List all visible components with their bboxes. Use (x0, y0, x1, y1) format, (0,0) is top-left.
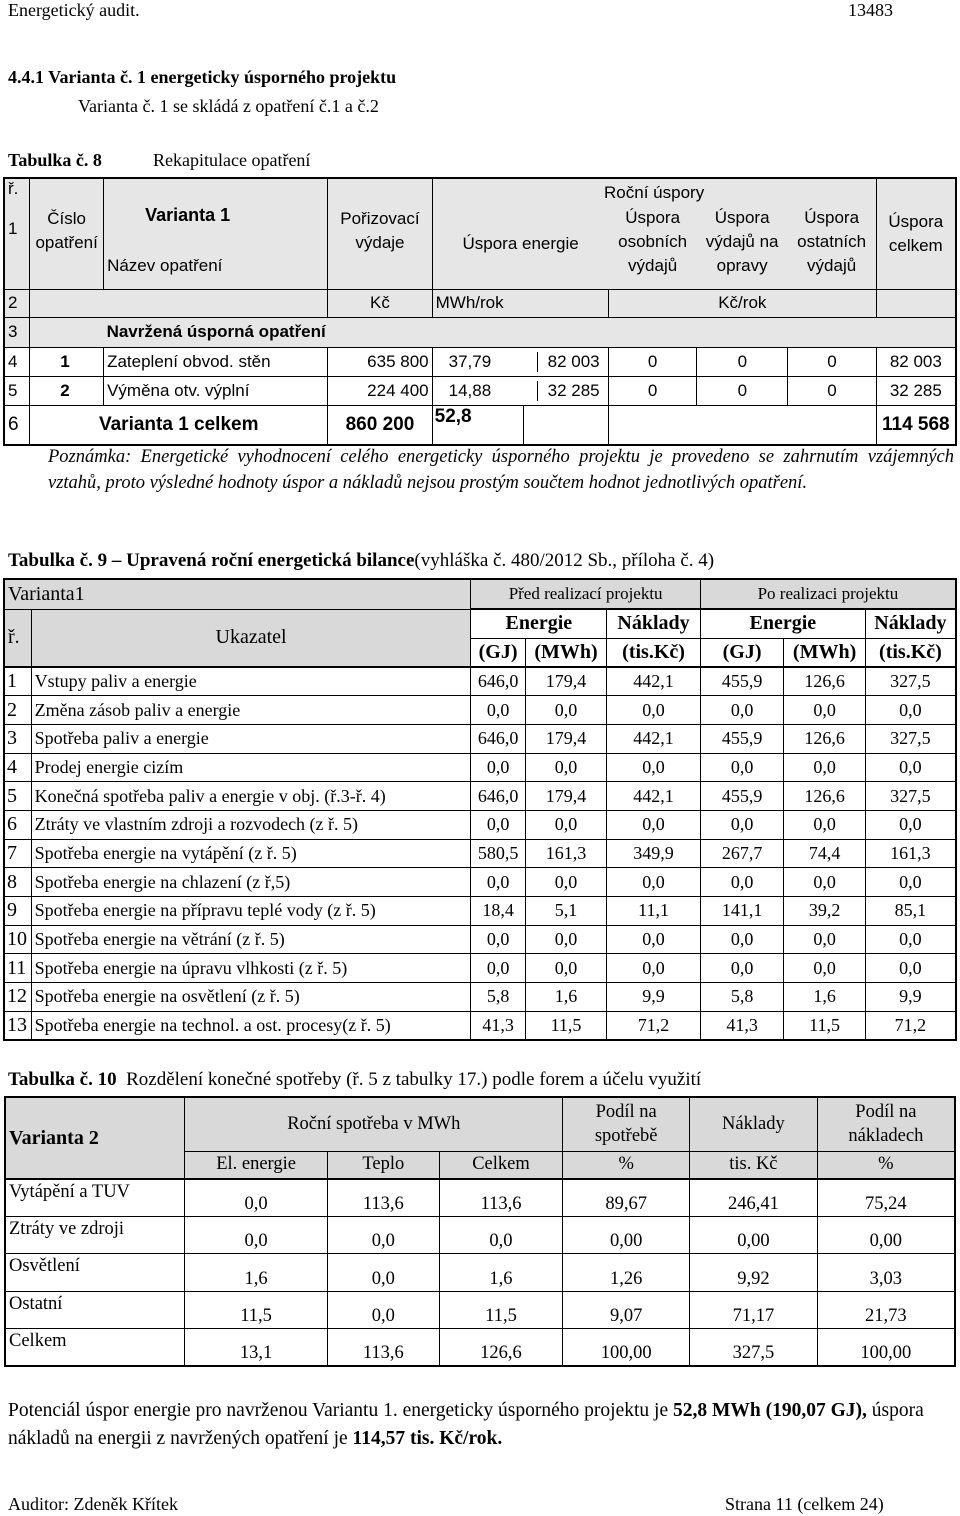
t9-row-value: 0,0 (607, 954, 701, 983)
t10-row-value: 0,00 (563, 1216, 690, 1253)
t9-row-value: 0,0 (784, 954, 866, 983)
t9-row (4, 724, 956, 753)
t10-row-value: 1,6 (185, 1254, 328, 1291)
t9-row-number: 13 (4, 1011, 31, 1040)
t8-measure-total: 32 285 (876, 376, 956, 405)
t8-h-rocni (432, 178, 876, 289)
t9-row-number: 3 (4, 724, 31, 753)
t10-row-value: 9,92 (690, 1254, 818, 1291)
t9-row-value: 646,0 (471, 782, 525, 811)
t9-row-value: 11,1 (607, 897, 701, 926)
t10-row-value: 21,73 (817, 1291, 955, 1328)
t10-h-teplo: Teplo (327, 1151, 439, 1179)
t10-h-tis: tis. Kč (690, 1151, 818, 1179)
t9-row-value: 0,0 (525, 954, 607, 983)
recap-table (3, 177, 957, 446)
header-title: Energetický audit. (8, 0, 140, 20)
t9-row-label: Ztráty ve vlastním zdroji a rozvodech (z ř. 5) (31, 810, 471, 839)
t9-unit-tis: (tis.Kč) (865, 638, 956, 667)
t8-measure-cost: 224 400 (328, 376, 432, 405)
t9-row-value: 41,3 (700, 1011, 784, 1040)
t9-row (4, 667, 956, 696)
t8-h-cislo-label: Číslo (47, 209, 87, 228)
t8-h-cislo (30, 178, 104, 289)
t9-row-value: 179,4 (525, 667, 607, 696)
t9-row (4, 696, 956, 725)
t9-row-value: 0,0 (471, 810, 525, 839)
t9-row-value: 161,3 (865, 839, 956, 868)
t9-row-value: 0,0 (525, 696, 607, 725)
t9-row-value: 71,2 (607, 1011, 701, 1040)
t8-h-varianta (104, 178, 328, 289)
t9-row-value: 9,9 (865, 983, 956, 1012)
t9-row-value: 0,0 (525, 810, 607, 839)
t8-rownum-6: 6 (4, 405, 30, 445)
t10-row-value: 75,24 (817, 1179, 955, 1216)
t10-row-value: 1,6 (439, 1254, 563, 1291)
t9-body (4, 667, 956, 1040)
t9-row (4, 839, 956, 868)
t9-row-value: 74,4 (784, 839, 866, 868)
t9-row-value: 179,4 (525, 782, 607, 811)
t9-row-value: 18,4 (471, 897, 525, 926)
t9-h-energie-after: Energie (700, 609, 865, 638)
t10-row-value: 11,5 (439, 1291, 563, 1328)
t9-row-number: 9 (4, 897, 31, 926)
t9-row-value: 0,0 (607, 810, 701, 839)
t8-measure-mwh: 14,88 (448, 380, 492, 400)
t10-variant-label: Varianta 2 (5, 1097, 185, 1179)
section-title: 4.4.1 Varianta č. 1 energeticky úsporného projektu (8, 67, 397, 87)
t9-row-value: 1,6 (784, 983, 866, 1012)
t8-total-sum: 114 568 (876, 405, 956, 445)
t8-measure-mwh: 37,79 (448, 351, 492, 371)
summary-part1: Potenciál úspor energie pro navrženou Variantu 1. energeticky úsporného projektu je (8, 1400, 673, 1421)
t8-h-rocni-label: Roční úspory (604, 183, 705, 202)
t9-row-label: Spotřeba energie na osvětlení (z ř. 5) (31, 983, 471, 1012)
t10-h-podil-naklady: Podíl na nákladech (817, 1097, 955, 1151)
t9-row (4, 782, 956, 811)
t9-row-value: 0,0 (700, 753, 784, 782)
t8-measure-ost: 0 (788, 347, 876, 376)
t8-h-celkem: Úspora celkem (876, 178, 956, 289)
t9-row-value: 5,8 (471, 983, 525, 1012)
t10-row-value: 1,26 (563, 1254, 690, 1291)
t9-row-value: 0,0 (865, 954, 956, 983)
summary-cost: 114,57 tis. Kč/rok. (352, 1428, 503, 1449)
t9-row-value: 161,3 (525, 839, 607, 868)
t8-measure-os: 0 (609, 347, 697, 376)
footer-author: Auditor: Zdeněk Křítek (8, 1494, 178, 1514)
t10-row-label: Ztráty ve zdroji (5, 1216, 185, 1253)
energy-balance-table (3, 578, 957, 1041)
t8-measure-cost: 635 800 (328, 347, 432, 376)
t10-row-label: Ostatní (5, 1291, 185, 1328)
t9-row-value: 0,0 (865, 868, 956, 897)
t9-row-value: 0,0 (471, 925, 525, 954)
t9-row-number: 10 (4, 925, 31, 954)
t9-row-number: 12 (4, 983, 31, 1012)
t9-caption-bold: Tabulka č. 9 – Upravená roční energetická bilance (8, 550, 415, 571)
t9-row (4, 1011, 956, 1040)
t8-unit-kcrok: Kč/rok (609, 289, 877, 317)
t9-row-number: 1 (4, 667, 31, 696)
t9-row-value: 126,6 (784, 782, 866, 811)
t10-row-label: Vytápění a TUV (5, 1179, 185, 1216)
t10-row-value: 0,00 (817, 1216, 955, 1253)
t10-row-value: 100,00 (817, 1329, 955, 1366)
t9-row-value: 327,5 (865, 782, 956, 811)
t8-total-savings (432, 405, 608, 445)
t9-row-value: 0,0 (700, 868, 784, 897)
t8-h-poriz1: Pořizovací (340, 209, 420, 228)
summary-part2: úspora nákladů na energii z navržených opatření je (8, 1400, 924, 1449)
t9-row-label: Spotřeba paliv a energie (31, 724, 471, 753)
summary-energy: 52,8 MWh (672, 1400, 761, 1421)
t10-row-value: 89,67 (563, 1179, 690, 1216)
t10-caption-text: Rozdělení konečné spotřeby (ř. 5 z tabulky 17.) podle forem a účelu využití (126, 1069, 702, 1090)
t9-row-value: 0,0 (784, 925, 866, 954)
t9-row-value: 0,0 (865, 753, 956, 782)
t8-rownum-5: 5 (4, 376, 30, 405)
t9-caption (8, 550, 714, 572)
t9-row-value: 0,0 (607, 696, 701, 725)
t9-row-value: 0,0 (607, 753, 701, 782)
t9-row-value: 0,0 (784, 868, 866, 897)
t10-row-value: 100,00 (563, 1329, 690, 1366)
t9-variant-label: Varianta1 (4, 579, 471, 609)
t9-row-value: 442,1 (607, 782, 701, 811)
t9-unit-gj: (GJ) (471, 638, 525, 667)
t9-row-number: 7 (4, 839, 31, 868)
t9-row-value: 0,0 (865, 925, 956, 954)
section-subtitle: Varianta č. 1 se skládá z opatření č.1 a č.2 (78, 96, 379, 116)
t10-h-celkem: Celkem (439, 1151, 563, 1179)
t9-row-value: 580,5 (471, 839, 525, 868)
t10-h-pct: % (563, 1151, 690, 1179)
t9-row-value: 0,0 (784, 810, 866, 839)
consumption-split-table (4, 1096, 956, 1367)
t10-row-label: Celkem (5, 1329, 185, 1366)
t10-row-value: 113,6 (327, 1329, 439, 1366)
t9-row-number: 2 (4, 696, 31, 725)
t8-unit-kc: Kč (328, 289, 432, 317)
t9-row-label: Spotřeba energie na větrání (z ř. 5) (31, 925, 471, 954)
t8-measure-op: 0 (697, 347, 788, 376)
t10-row-value: 327,5 (690, 1329, 818, 1366)
t8-measure-total: 82 003 (876, 347, 956, 376)
t10-row-value: 0,0 (327, 1291, 439, 1328)
t8-h-energie: Úspora energie (462, 234, 579, 253)
t9-row-value: 0,0 (471, 753, 525, 782)
t9-row-value: 349,9 (607, 839, 701, 868)
t9-row-value: 327,5 (865, 724, 956, 753)
t9-row-label: Prodej energie cizím (31, 753, 471, 782)
t8-rownum-1: 1 (8, 219, 18, 238)
summary-text (8, 1397, 958, 1453)
t8-h-poriz (328, 178, 432, 289)
t10-row (5, 1216, 955, 1253)
t9-row-value: 0,0 (865, 810, 956, 839)
t10-caption-number: Tabulka č. 10 (8, 1069, 117, 1090)
t9-h-ukazatel: Ukazatel (31, 609, 471, 667)
t9-row-value: 126,6 (784, 667, 866, 696)
t9-row-value: 0,0 (784, 696, 866, 725)
t8-measure-name: Výměna otv. výplní (104, 376, 328, 405)
t9-row-label: Spotřeba energie na chlazení (z ř,5) (31, 868, 471, 897)
t9-row (4, 753, 956, 782)
t8-total-label: Varianta 1 celkem (30, 405, 328, 445)
t9-row-value: 0,0 (471, 696, 525, 725)
t9-row-label: Spotřeba energie na přípravu teplé vody (z ř. 5) (31, 897, 471, 926)
t8-unit-mwh: MWh/rok (432, 289, 608, 317)
t10-row-value: 0,0 (185, 1179, 328, 1216)
t8-note: Poznámka: Energetické vyhodnocení celého energeticky úsporného projektu je provedeno se zahrnutím vzájemných vztahů, proto výsledné hodnoty úspor a nákladů nejsou prostým součtem hodnot jednotlivých opatření. (48, 447, 954, 493)
t9-row-value: 455,9 (700, 667, 784, 696)
t8-caption-number: Tabulka č. 8 (8, 150, 102, 170)
t9-caption-rest: (vyhláška č. 480/2012 Sb., příloha č. 4) (414, 550, 715, 571)
t8-measure-savings (432, 347, 608, 376)
t9-row-value: 267,7 (700, 839, 784, 868)
t10-row-value: 126,6 (439, 1329, 563, 1366)
t9-row-number: 8 (4, 868, 31, 897)
t10-row (5, 1291, 955, 1328)
t9-row-label: Spotřeba energie na vytápění (z ř. 5) (31, 839, 471, 868)
t10-row-value: 0,00 (690, 1216, 818, 1253)
t9-row-value: 0,0 (525, 925, 607, 954)
t10-row (5, 1179, 955, 1216)
t9-row-number: 4 (4, 753, 31, 782)
t10-row-value: 246,41 (690, 1179, 818, 1216)
t9-row-value: 41,3 (471, 1011, 525, 1040)
t9-row-value: 442,1 (607, 724, 701, 753)
t9-row-value: 85,1 (865, 897, 956, 926)
t9-row-value: 0,0 (471, 954, 525, 983)
t9-row-value: 9,9 (607, 983, 701, 1012)
t9-row-value: 455,9 (700, 724, 784, 753)
t9-before-label: Před realizací projektu (471, 579, 700, 609)
t9-row-value: 0,0 (700, 696, 784, 725)
t10-row-value: 9,07 (563, 1291, 690, 1328)
t10-h-naklady: Náklady (690, 1097, 818, 1151)
t10-h-pct2: % (817, 1151, 955, 1179)
t9-row-value: 0,0 (700, 925, 784, 954)
t9-row-value: 0,0 (525, 753, 607, 782)
t10-row-label: Osvětlení (5, 1254, 185, 1291)
t10-row-value: 0,0 (327, 1216, 439, 1253)
t9-row-value: 646,0 (471, 667, 525, 696)
t9-row-value: 71,2 (865, 1011, 956, 1040)
t9-row-value: 39,2 (784, 897, 866, 926)
t10-row-value: 0,0 (327, 1254, 439, 1291)
t9-unit-tis: (tis.Kč) (607, 638, 701, 667)
t9-row-value: 126,6 (784, 724, 866, 753)
t9-h-energie-before: Energie (471, 609, 607, 638)
t10-row-value: 11,5 (185, 1291, 328, 1328)
header-page-code: 13483 (848, 0, 893, 20)
t10-row-value: 71,17 (690, 1291, 818, 1328)
t9-row-value: 11,5 (784, 1011, 866, 1040)
t9-row-number: 6 (4, 810, 31, 839)
t8-total-mwh: 52,8 (434, 405, 472, 427)
t9-row-number: 11 (4, 954, 31, 983)
t10-row-value: 13,1 (185, 1329, 328, 1366)
t8-measure-ost: 0 (788, 376, 876, 405)
t9-row-number: 5 (4, 782, 31, 811)
t9-row-label: Spotřeba energie na úpravu vlhkosti (z ř. 5) (31, 954, 471, 983)
t8-measure-energy-saving: 32 285 (537, 381, 600, 401)
t9-row-value: 0,0 (865, 696, 956, 725)
t8-h-poriz2: výdaje (355, 233, 405, 252)
t9-row-label: Konečná spotřeba paliv a energie v obj. (ř.3-ř. 4) (31, 782, 471, 811)
t9-row-value: 0,0 (471, 868, 525, 897)
t9-unit-mwh: (MWh) (784, 638, 866, 667)
t9-row-value: 455,9 (700, 782, 784, 811)
t10-h-podil-spotreba: Podíl na spotřebě (563, 1097, 690, 1151)
t8-h-r-label: ř. (8, 179, 19, 198)
t9-row-value: 0,0 (700, 954, 784, 983)
t9-row-value: 0,0 (784, 753, 866, 782)
t9-row-value: 0,0 (525, 868, 607, 897)
t8-h-opravy: Úspora výdajů na opravy (705, 208, 779, 275)
t9-h-r: ř. (4, 609, 31, 667)
t9-row (4, 983, 956, 1012)
t10-row (5, 1254, 955, 1291)
t8-rownum-3: 3 (4, 317, 30, 347)
t9-row-value: 327,5 (865, 667, 956, 696)
t9-h-naklady-before: Náklady (607, 609, 701, 638)
t9-row-label: Změna zásob paliv a energie (31, 696, 471, 725)
t8-measure-op: 0 (697, 376, 788, 405)
t9-h-naklady-after: Náklady (865, 609, 956, 638)
t8-measure-number: 2 (30, 376, 104, 405)
t10-row (5, 1329, 955, 1366)
t9-unit-mwh: (MWh) (525, 638, 607, 667)
t10-caption (8, 1069, 701, 1091)
t8-rownum-2: 2 (4, 289, 30, 317)
t10-h-el: El. energie (185, 1151, 328, 1179)
t8-measure-number: 1 (30, 347, 104, 376)
t10-body (5, 1179, 955, 1366)
t9-row-label: Vstupy paliv a energie (31, 667, 471, 696)
t8-measure-savings (432, 376, 608, 405)
t10-h-rocni: Roční spotřeba v MWh (185, 1097, 563, 1151)
t9-row (4, 954, 956, 983)
t10-row-value: 0,0 (439, 1216, 563, 1253)
t9-row (4, 897, 956, 926)
t9-after-label: Po realizaci projektu (700, 579, 956, 609)
t9-row-value: 5,1 (525, 897, 607, 926)
t8-h-varianta-label: Varianta 1 (145, 205, 231, 225)
t8-measure-name: Zateplení obvod. stěn (104, 347, 328, 376)
t10-row-value: 3,03 (817, 1254, 955, 1291)
t8-section-navrh: Navržená úsporná opatření (104, 317, 956, 347)
t9-unit-gj: (GJ) (700, 638, 784, 667)
t9-row-value: 442,1 (607, 667, 701, 696)
t8-measure-energy-saving: 82 003 (537, 352, 600, 372)
t9-row-value: 0,0 (607, 925, 701, 954)
t8-caption-text: Rekapitulace opatření (153, 150, 311, 170)
t8-total-cost: 860 200 (328, 405, 432, 445)
t9-row-value: 5,8 (700, 983, 784, 1012)
t10-row-value: 113,6 (439, 1179, 563, 1216)
footer-page: Strana 11 (celkem 24) (725, 1494, 884, 1514)
t9-row-value: 141,1 (700, 897, 784, 926)
t8-h-ostatni: Úspora ostatních výdajů (797, 208, 867, 275)
t8-rownum-4: 4 (4, 347, 30, 376)
t8-h-opatreni-label: opatření (35, 233, 98, 252)
t9-row (4, 925, 956, 954)
t9-row-value: 11,5 (525, 1011, 607, 1040)
summary-gj: (190,07 GJ), (765, 1400, 867, 1421)
t9-row (4, 810, 956, 839)
t9-row-label: Spotřeba energie na technol. a ost. procesy(z ř. 5) (31, 1011, 471, 1040)
t10-row-value: 113,6 (327, 1179, 439, 1216)
t10-row-value: 0,0 (185, 1216, 328, 1253)
t9-row-value: 1,6 (525, 983, 607, 1012)
t8-h-r (4, 178, 30, 289)
t8-h-osobni: Úspora osobních výdajů (618, 208, 688, 275)
t9-row (4, 868, 956, 897)
t8-h-nazev-label: Název opatření (107, 256, 223, 275)
t8-measure-os: 0 (609, 376, 697, 405)
t9-row-value: 179,4 (525, 724, 607, 753)
t9-row-value: 0,0 (700, 810, 784, 839)
t9-row-value: 646,0 (471, 724, 525, 753)
t9-row-value: 0,0 (607, 868, 701, 897)
